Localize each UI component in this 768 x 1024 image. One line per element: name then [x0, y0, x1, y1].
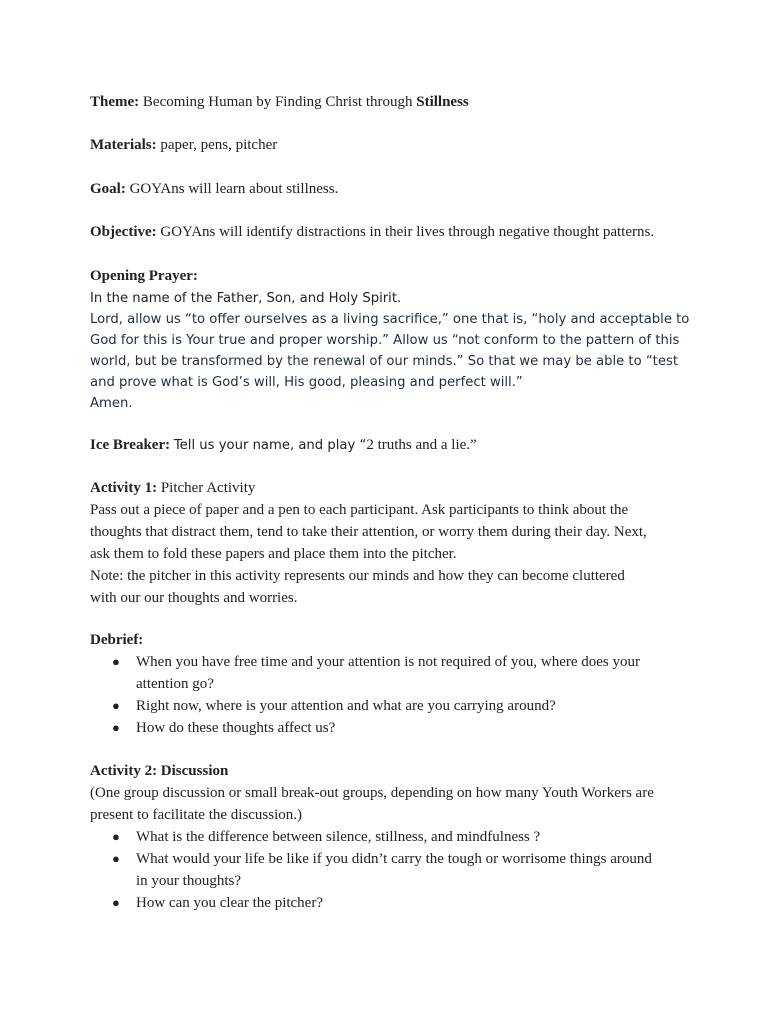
materials-label: Materials: [90, 137, 157, 153]
activity2-list [90, 826, 690, 914]
activity2-intro [90, 782, 690, 826]
ice-breaker-label: Ice Breaker: [90, 437, 171, 453]
prayer-line: and prove what is God’s will, His good, pleasing and perfect will.” [90, 375, 523, 390]
materials-text: paper, pens, pitcher [160, 137, 278, 153]
goal-label: Goal: [90, 181, 126, 197]
list-item [90, 848, 690, 892]
bullet-icon: ● [112, 654, 120, 669]
list-item [90, 695, 690, 717]
bullet-icon: ● [112, 829, 120, 844]
activity1-line: Pass out a piece of paper and a pen to each participant. Ask participants to think about the [90, 502, 629, 518]
theme-line [90, 91, 690, 113]
activity1-title: Pitcher Activity [160, 480, 256, 496]
activity2-item-line: How can you clear the pitcher? [136, 895, 323, 911]
activity2-intro-line: present to facilitate the discussion.) [90, 807, 303, 823]
opening-prayer-label: Opening Prayer: [90, 268, 198, 284]
activity1-line: with our our thoughts and worries. [90, 590, 298, 606]
activity2-item-line: What would your life be like if you didn’t carry the tough or worrisome things around [136, 851, 652, 867]
activity2-intro-line: (One group discussion or small break-out groups, depending on how many Youth Workers are [90, 785, 654, 801]
debrief-heading [90, 629, 690, 651]
bullet-icon: ● [112, 698, 120, 713]
prayer-line: In the name of the Father, Son, and Holy Spirit. [90, 291, 402, 306]
list-item [90, 826, 690, 848]
theme-emphasis: Stillness [416, 94, 469, 110]
activity2-item-line: What is the difference between silence, stillness, and mindfulness ? [136, 829, 541, 845]
prayer-line: Lord, allow us “to offer ourselves as a living sacrifice,” one that is, “holy and acceptable to [90, 312, 690, 327]
opening-prayer-heading [90, 265, 690, 287]
activity2-label: Activity 2: Discussion [90, 763, 229, 779]
opening-prayer-body [90, 288, 690, 414]
list-item [90, 892, 690, 914]
activity1-body [90, 499, 690, 609]
prayer-line: God for this is Your true and proper worship.” Allow us “not conform to the pattern of this [90, 333, 680, 348]
debrief-label: Debrief: [90, 632, 144, 648]
theme-text: Becoming Human by Finding Christ through [142, 94, 413, 110]
theme-label: Theme: [90, 94, 140, 110]
objective-text: GOYAns will identify distractions in their lives through negative thought patterns. [160, 224, 655, 240]
objective-line [90, 221, 690, 243]
bullet-icon: ● [112, 851, 120, 866]
debrief-item-line: attention go? [136, 676, 214, 692]
activity1-line: thoughts that distract them, tend to take their attention, or worry them during their day. Next, [90, 524, 647, 540]
debrief-item-line: How do these thoughts affect us? [136, 720, 336, 736]
ice-breaker-text-sans: Tell us your name, and play “ [173, 438, 367, 453]
objective-label: Objective: [90, 224, 157, 240]
list-item [90, 717, 690, 739]
ice-breaker-line [90, 434, 690, 456]
goal-line [90, 178, 690, 200]
activity2-item-line: in your thoughts? [136, 873, 241, 889]
prayer-line: world, but be transformed by the renewal of our minds.” So that we may be able to “test [90, 354, 679, 369]
goal-text: GOYAns will learn about stillness. [129, 181, 339, 197]
activity1-line: Note: the pitcher in this activity represents our minds and how they can become cluttered [90, 568, 625, 584]
debrief-item-line: Right now, where is your attention and what are you carrying around? [136, 698, 556, 714]
activity1-heading [90, 477, 690, 499]
bullet-icon: ● [112, 895, 120, 910]
activity2-heading [90, 760, 690, 782]
list-item [90, 651, 690, 695]
materials-line [90, 134, 690, 156]
bullet-icon: ● [112, 720, 120, 735]
debrief-list [90, 651, 690, 739]
ice-breaker-text-serif: 2 truths and a lie.” [366, 437, 477, 453]
activity1-label: Activity 1: [90, 480, 158, 496]
activity1-line: ask them to fold these papers and place them into the pitcher. [90, 546, 457, 562]
prayer-line: Amen. [90, 396, 133, 411]
debrief-item-line: When you have free time and your attention is not required of you, where does your [136, 654, 641, 670]
